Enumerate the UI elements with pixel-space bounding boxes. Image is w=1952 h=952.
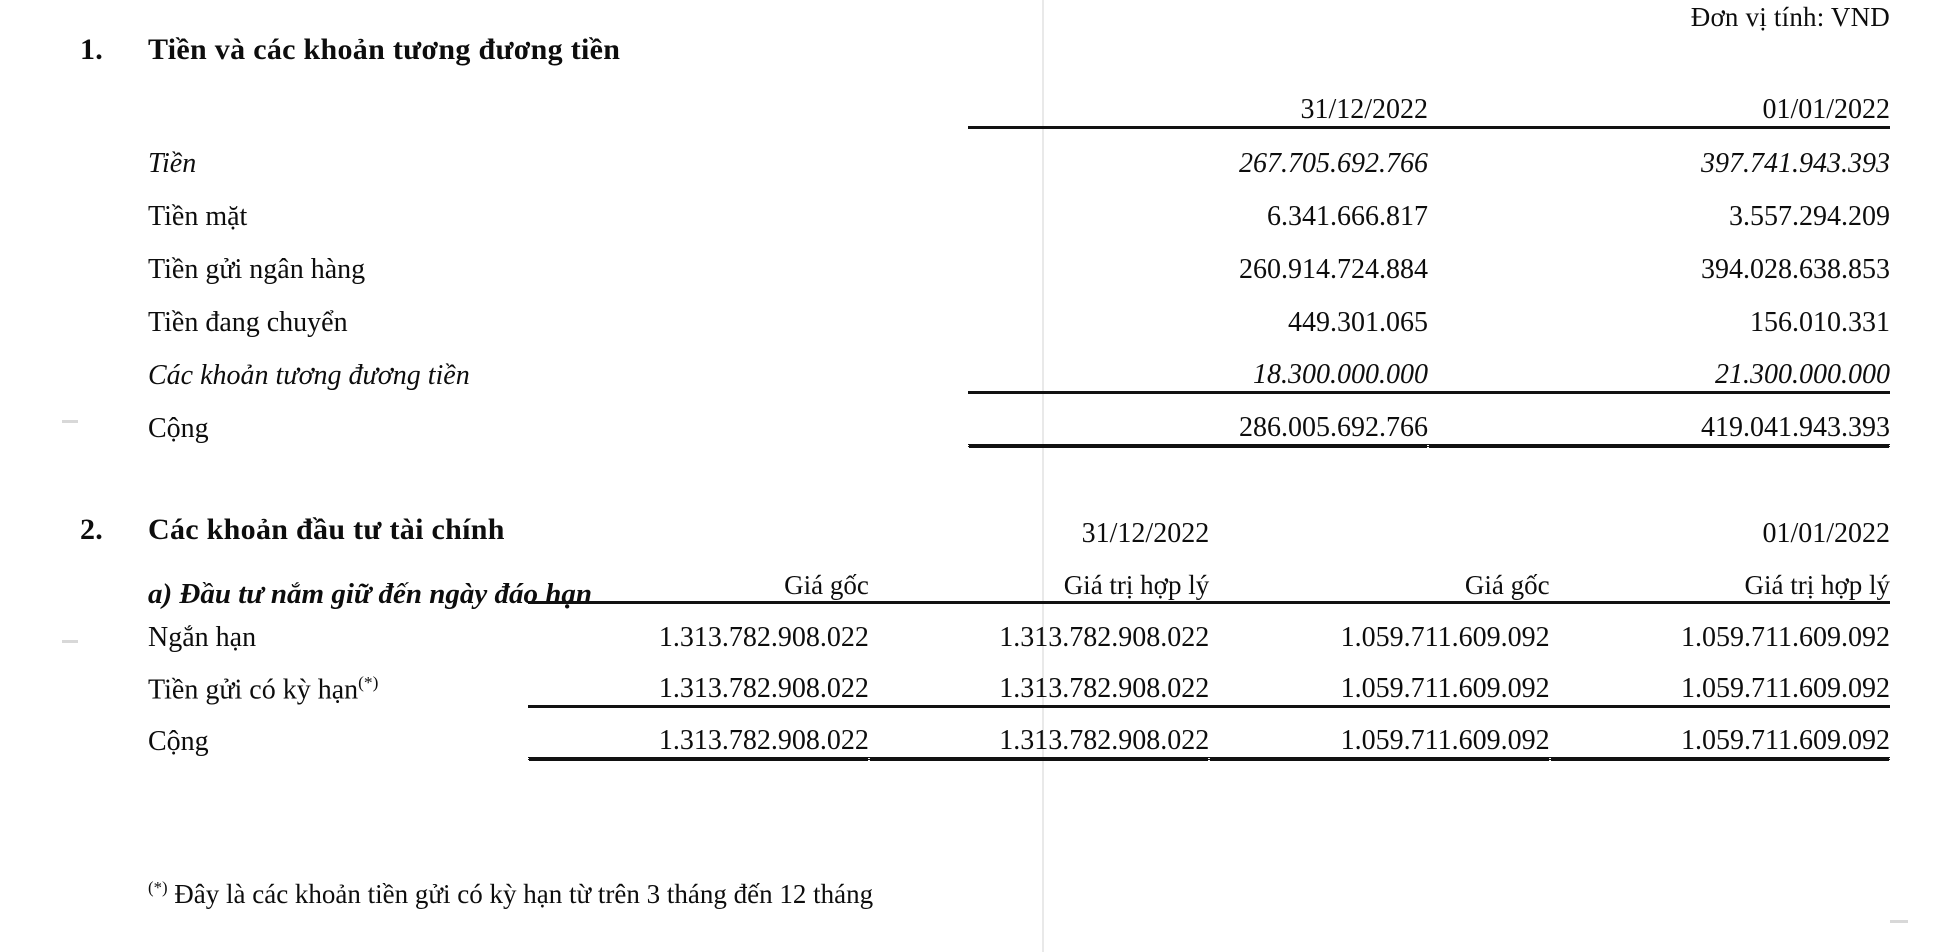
row-value: 1.059.711.609.092 (1550, 602, 1890, 654)
spacer-cell (1209, 498, 1549, 550)
row-label-tien-gui-ngan-hang: Tiền gửi ngân hàng (148, 254, 366, 285)
row-value: 1.313.782.908.022 (528, 602, 868, 654)
investments-table (148, 498, 1890, 760)
column-header-date-2: 01/01/2022 (1762, 93, 1890, 125)
total-value: 1.059.711.609.092 (1550, 706, 1890, 758)
column-header-date-1: 31/12/2022 (1081, 518, 1210, 549)
table-row (148, 654, 1890, 706)
table-row-header (148, 74, 1890, 127)
table-row (148, 180, 1890, 233)
row-label-tien-mat: Tiền mặt (148, 201, 248, 232)
total-value: 419.041.943.393 (1428, 392, 1890, 445)
total-value: 1.313.782.908.022 (869, 706, 1209, 758)
total-label: Cộng (148, 413, 209, 444)
row-label-tien-gui-co-ky-han (148, 654, 528, 706)
table-row-subheader (148, 550, 1890, 602)
table-row-date-header (148, 498, 1890, 550)
footnote-text: Đây là các khoản tiền gửi có kỳ hạn từ trên 3 tháng đến 12 tháng (174, 879, 874, 909)
footnote-marker: (*) (148, 878, 168, 897)
row-value: 21.300.000.000 (1428, 339, 1890, 392)
scan-speck (1890, 920, 1908, 923)
spacer-cell (148, 498, 528, 550)
row-value: 394.028.638.853 (1701, 254, 1890, 285)
table-row (148, 339, 1890, 392)
column-header-cost-1: Giá gốc (784, 569, 869, 600)
row-value: 3.557.294.209 (1729, 201, 1890, 232)
row-label-ngan-han: Ngắn hạn (148, 622, 257, 653)
row-value: 260.914.724.884 (1239, 254, 1428, 285)
column-header-fairvalue-1: Giá trị hợp lý (1063, 569, 1210, 600)
column-header-fairvalue-2: Giá trị hợp lý (1744, 569, 1890, 600)
row-value: 1.313.782.908.022 (869, 654, 1209, 706)
spacer-cell (528, 498, 868, 550)
row-value: 1.313.782.908.022 (869, 602, 1209, 654)
footnote (148, 878, 873, 910)
total-value: 1.059.711.609.092 (1209, 706, 1549, 758)
row-value: 267.705.692.766 (968, 127, 1428, 180)
table-row (148, 233, 1890, 286)
section-1-heading (80, 33, 620, 67)
column-header-date-2: 01/01/2022 (1762, 518, 1890, 549)
row-value: 1.059.711.609.092 (1550, 654, 1890, 706)
row-value: 397.741.943.393 (1428, 127, 1890, 180)
scan-speck (62, 420, 78, 423)
row-label-cac-khoan-tuong-duong-tien: Các khoản tương đương tiền (148, 360, 470, 391)
scan-speck (62, 640, 78, 643)
spacer-cell (148, 74, 968, 127)
total-value: 286.005.692.766 (968, 392, 1428, 445)
table-row-total (148, 706, 1890, 758)
unit-note: Đơn vị tính: VND (1690, 2, 1890, 32)
section-2-title: Các khoản đầu tư tài chính (148, 513, 505, 546)
row-value: 449.301.065 (1288, 307, 1428, 338)
section-1-number: 1. (80, 33, 104, 66)
row-label-tien: Tiền (148, 148, 197, 179)
table-row (148, 602, 1890, 654)
spacer-cell (148, 550, 528, 602)
table-row (148, 127, 1890, 180)
footnote-marker: (*) (358, 672, 379, 692)
table-row-total (148, 392, 1890, 445)
row-value: 6.341.666.817 (1267, 201, 1428, 232)
column-header-date-1: 31/12/2022 (1300, 93, 1428, 125)
total-label: Cộng (148, 726, 209, 757)
table-row (148, 286, 1890, 339)
cash-table (148, 74, 1890, 447)
row-label-text: Tiền gửi có kỳ hạn (148, 674, 359, 705)
row-value: 18.300.000.000 (968, 339, 1428, 392)
row-value: 1.059.711.609.092 (1209, 654, 1549, 706)
row-label-tien-dang-chuyen: Tiền đang chuyển (148, 307, 348, 338)
total-value: 1.313.782.908.022 (528, 706, 868, 758)
row-value: 1.313.782.908.022 (528, 654, 868, 706)
row-value: 1.059.711.609.092 (1209, 602, 1549, 654)
section-2-subheading: a) Đầu tư nắm giữ đến ngày đáo hạn (148, 578, 593, 610)
row-value: 156.010.331 (1750, 307, 1890, 338)
section-1-title: Tiền và các khoản tương đương tiền (148, 33, 621, 66)
column-header-cost-2: Giá gốc (1464, 569, 1550, 600)
section-2-number: 2. (80, 513, 104, 546)
